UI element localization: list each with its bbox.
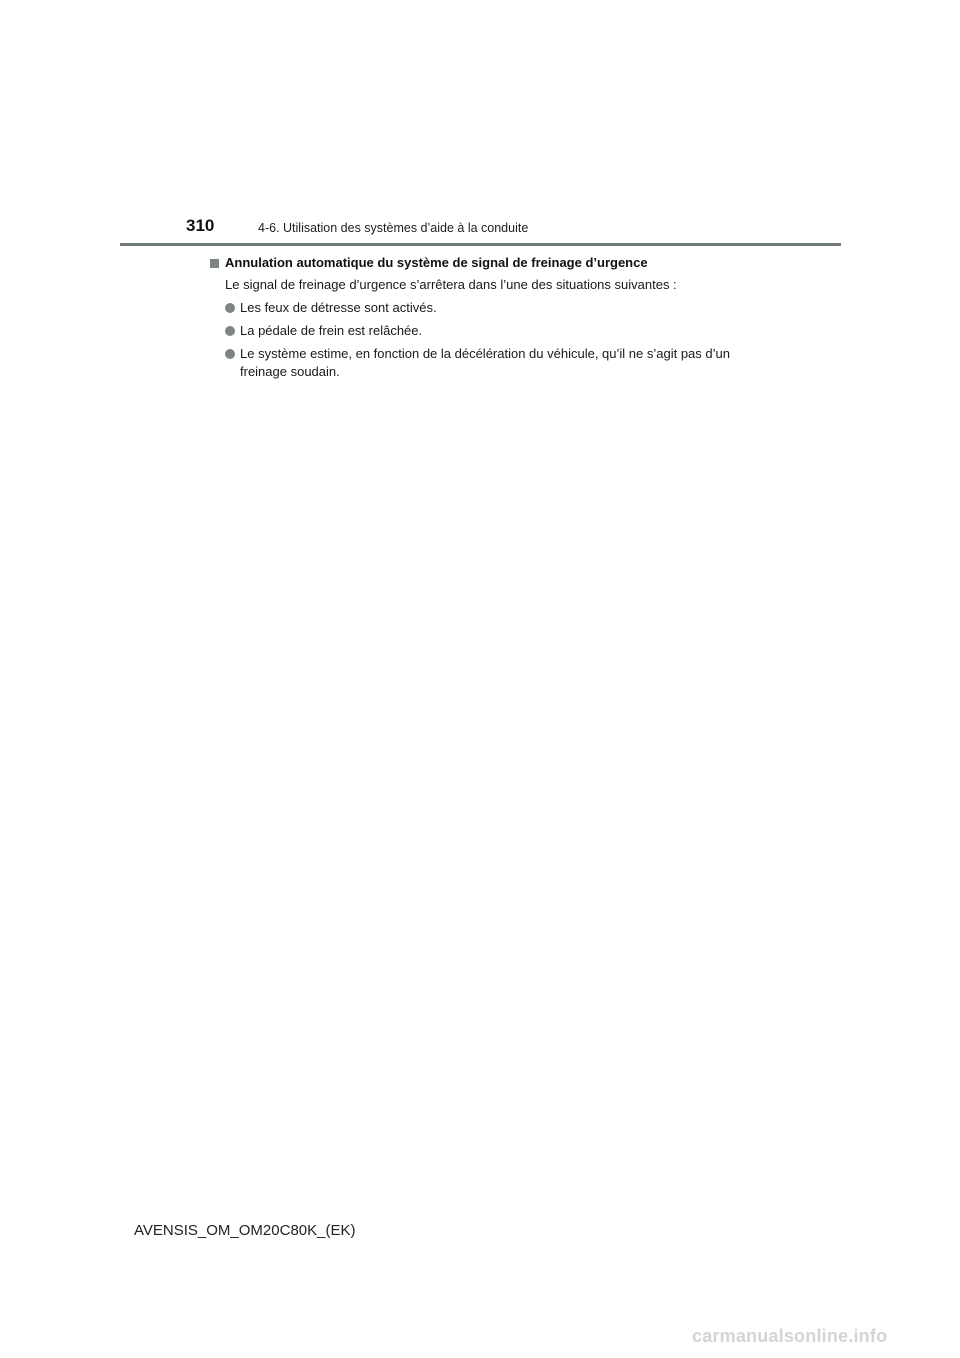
list-item [210, 345, 810, 381]
section-heading [210, 254, 810, 272]
list-item-text: La pédale de frein est relâchée. [240, 323, 423, 338]
content-section [210, 254, 810, 381]
page-number: 310 [186, 216, 215, 235]
circle-bullet-icon [225, 326, 235, 336]
section-heading-text: Annulation automatique du système de signal de freinage d’urgence [225, 255, 648, 270]
chapter-title: 4-6. Utilisation des systèmes d’aide à la conduite [258, 221, 529, 235]
header-divider [120, 243, 841, 246]
condition-list [210, 299, 810, 381]
circle-bullet-icon [225, 303, 235, 313]
list-item [210, 299, 810, 317]
section-intro: Le signal de freinage d’urgence s’arrêtera dans l’une des situations suivantes : [225, 277, 677, 292]
watermark: carmanualsonline.info [692, 1326, 888, 1346]
list-item-text: Les feux de détresse sont activés. [240, 300, 437, 315]
list-item-text: Le système estime, en fonction de la décélération du véhicule, qu’il ne s’agit pas d’un freinage soudain. [240, 346, 730, 379]
circle-bullet-icon [225, 349, 235, 359]
document-code: AVENSIS_OM_OM20C80K_(EK) [134, 1222, 356, 1239]
list-item [210, 322, 810, 340]
square-bullet-icon [210, 259, 219, 268]
